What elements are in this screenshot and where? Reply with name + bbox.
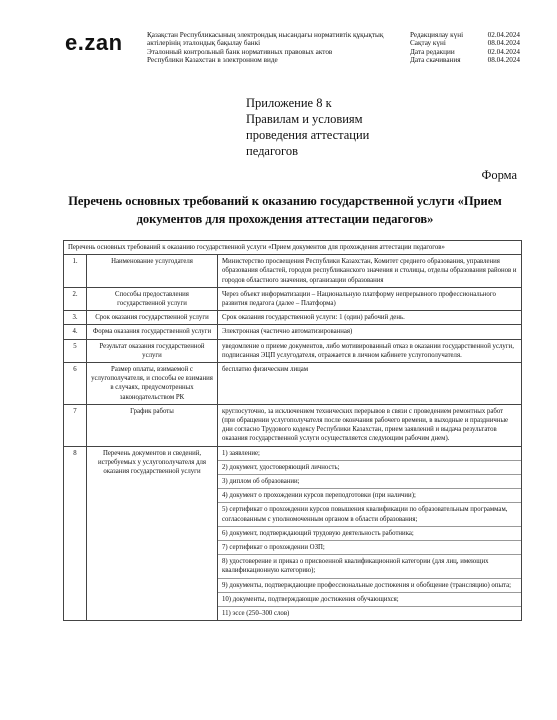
org-line: Республики Казахстан в электронном виде [147,56,278,65]
row-name: Наименование услугодателя [87,255,218,288]
table-caption: Перечень основных требований к оказанию государственной услуги «Прием документов для прохождения аттестации педагогов» [64,241,522,255]
ezan-logo: e.zan [65,30,123,55]
row-name: Перечень документов и сведений, истребуемых у услугополучателя для оказания государственной услуги [87,446,218,621]
list-item: 2) документ, удостоверяющий личность; [218,461,521,475]
annex-line: Правилам и условиям [246,112,363,126]
row-number: 2. [64,287,87,310]
row-name: Результат оказания государственной услуги [87,339,218,362]
row-number: 3. [64,311,87,325]
annex-line: педагогов [246,144,299,158]
table-row [64,287,522,310]
row-name: Срок оказания государственной услуги [87,311,218,325]
meta-label: Сақтау күні [410,39,446,48]
row-value: Электронная (частично автоматизированная) [218,325,522,339]
document-title: Перечень основных требований к оказанию государственной услуги «Прием документов для прохождения аттестации педагогов» [68,194,502,226]
meta-row [410,31,520,39]
row-value: бесплатно физическим лицам [218,363,522,405]
documents-list [218,446,522,621]
header-organization [147,31,392,65]
table-row [64,404,522,446]
list-item: 10) документы, подтверждающие достижения обучающихся; [218,593,521,607]
row-value: уведомление о приеме документов, либо мотивированный отказ в оказании государственной услуги, подписанная ЭЦП услугодателя, отражается в личном кабинете услугополучателя. [218,339,522,362]
list-item: 5) сертификат о прохождении курсов повышения квалификации по образовательным программам, согласованным с уполномоченным органом в области образования; [218,503,521,526]
list-item: 11) эссе (250–300 слов) [222,610,290,618]
meta-value: 08.04.2024 [487,39,520,48]
row-name: Размер оплаты, взимаемой с услугополучателя, и способы ее взимания в случаях, предусмотренных законодательством РК [87,363,218,405]
table-row [64,255,522,288]
row-number: 5 [64,339,87,362]
org-line: актілерінің эталондық бақылау банкі [147,39,261,48]
table-row [64,311,522,325]
row-value: Срок оказания государственной услуги: 1 (один) рабочий день. [218,311,522,325]
header-dates [410,31,520,64]
row-number: 6 [64,363,87,405]
meta-value: 02.04.2024 [487,31,520,39]
list-item: 4) документ о прохождении курсов переподготовки (при наличии); [218,489,521,503]
table-row [64,339,522,362]
meta-value: 02.04.2024 [487,47,520,56]
row-number: 1. [64,255,87,288]
org-line: Эталонный контрольный банк нормативных правовых актов [147,47,333,56]
list-item: 1) заявление; [218,447,521,461]
meta-row [410,56,520,64]
row-name: Способы предоставления государственной услуги [87,287,218,310]
table-row [64,363,522,405]
list-item: 8) удостоверение и приказ о присвоенной квалификационной категории (для лиц, имеющих квалификационную категорию); [218,555,521,578]
meta-row [410,39,520,47]
meta-label: Дата скачивания [410,55,461,64]
list-item: 6) документ, подтверждающий трудовую деятельность работника; [218,527,521,541]
row-number: 8 [64,446,87,621]
row-name: Форма оказания государственной услуги [87,325,218,339]
row-value: Министерство просвещения Республики Казахстан, Комитет среднего образования, управления образования областей, городов республиканского значения и столицы, отделы образования районов и городов областного значения, организации образования [218,255,522,288]
list-item: 7) сертификат о прохождении ОЗП; [218,541,521,555]
table-row [64,325,522,339]
row-number: 7 [64,404,87,446]
meta-value: 08.04.2024 [487,55,520,64]
row-name: График работы [87,404,218,446]
requirements-table [63,240,522,621]
row-value: Через объект информатизации – Национальную платформу непрерывного профессионального развития педагога (далее – Платформа) [218,287,522,310]
table-row [64,446,522,621]
meta-label: Дата редакции [410,47,455,56]
org-line: Қазақстан Республикасының электрондық нысандағы нормативтік құқықтық [147,31,384,39]
meta-row [410,48,520,56]
annex-reference [246,95,369,159]
annex-line: проведения аттестации [246,128,370,142]
row-value: круглосуточно, за исключением технических перерывов в связи с проведением ремонтных работ (при обращении услугополучателя после окончания рабочего времени, в выходные и праздничные дни согласно Трудового кодексу Республики Казахстан, прием заявлений и выдача результатов оказания государственной услуги осуществляется следующим рабочим днем). [218,404,522,446]
list-item: 3) диплом об образовании; [218,475,521,489]
list-item: 9) документы, подтверждающие профессиональные достижения и обобщение (трансляцию) опыта; [218,579,521,593]
table-caption-row [64,241,522,255]
annex-line: Приложение 8 к [246,96,332,110]
meta-label: Редакциялау күні [410,31,464,39]
form-label: Форма [481,168,517,182]
row-number: 4. [64,325,87,339]
